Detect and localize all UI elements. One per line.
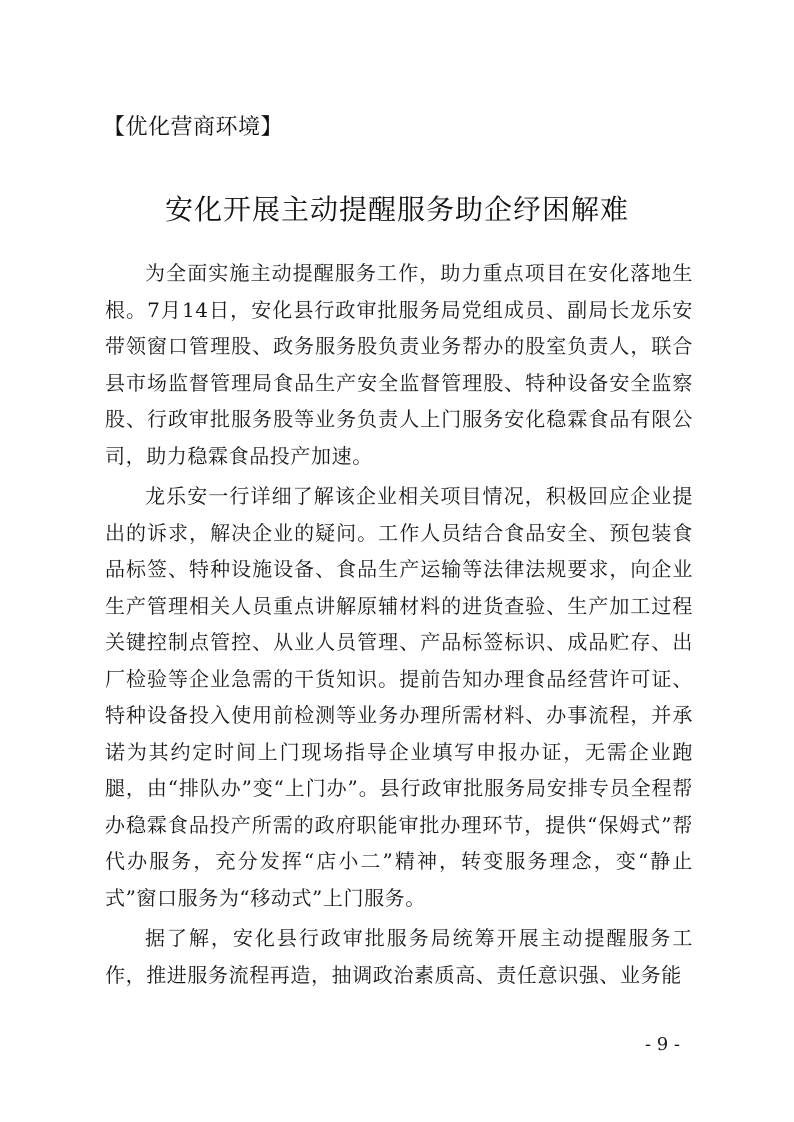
page-number: - 9 - [644, 1034, 680, 1055]
article-body [105, 255, 693, 997]
paragraph: 为全面实施主动提醒服务工作，助力重点项目在安化落地生根。7月14日，安化县行政审批服务局党组成员、副局长龙乐安带领窗口管理股、政务服务股负责业务帮办的股室负责人，联合县市场监督管理局食品生产安全监督管理股、特种设备安全监察股、行政审批服务股等业务负责人上门服务安化稳霖食品有限公司，助力稳霖食品投产加速。 [105, 261, 693, 468]
paragraph: 据了解，安化县行政审批服务局统筹开展主动提醒服务工作，推进服务流程再造，抽调政治素质高、责任意识强、业务能 [105, 926, 693, 987]
paragraph: 龙乐安一行详细了解该企业相关项目情况，积极回应企业提出的诉求，解决企业的疑问。工作人员结合食品安全、预包装食品标签、特种设施设备、食品生产运输等法律法规要求，向企业生产管理相关人员重点讲解原辅材料的进货查验、生产加工过程关键控制点管控、从业人员管理、产品标签标识、成品贮存、出厂检验等企业急需的干货知识。提前告知办理食品经营许可证、特种设备投入使用前检测等业务办理所需材料、办事流程，并承诺为其约定时间上门现场指导企业填写申报办证，无需企业跑腿，由“排队办”变“上门办”。县行政审批服务局安排专员全程帮办稳霖食品投产所需的政府职能审批办理环节，提供“保姆式”帮代办服务，充分发挥“店小二”精神，转变服务理念，变“静止式”窗口服务为“移动式”上门服务。 [105, 484, 693, 910]
document-title: 安化开展主动提醒服务助企纾困解难 [164, 193, 629, 226]
section-tag: 【优化营商环境】 [103, 115, 284, 140]
